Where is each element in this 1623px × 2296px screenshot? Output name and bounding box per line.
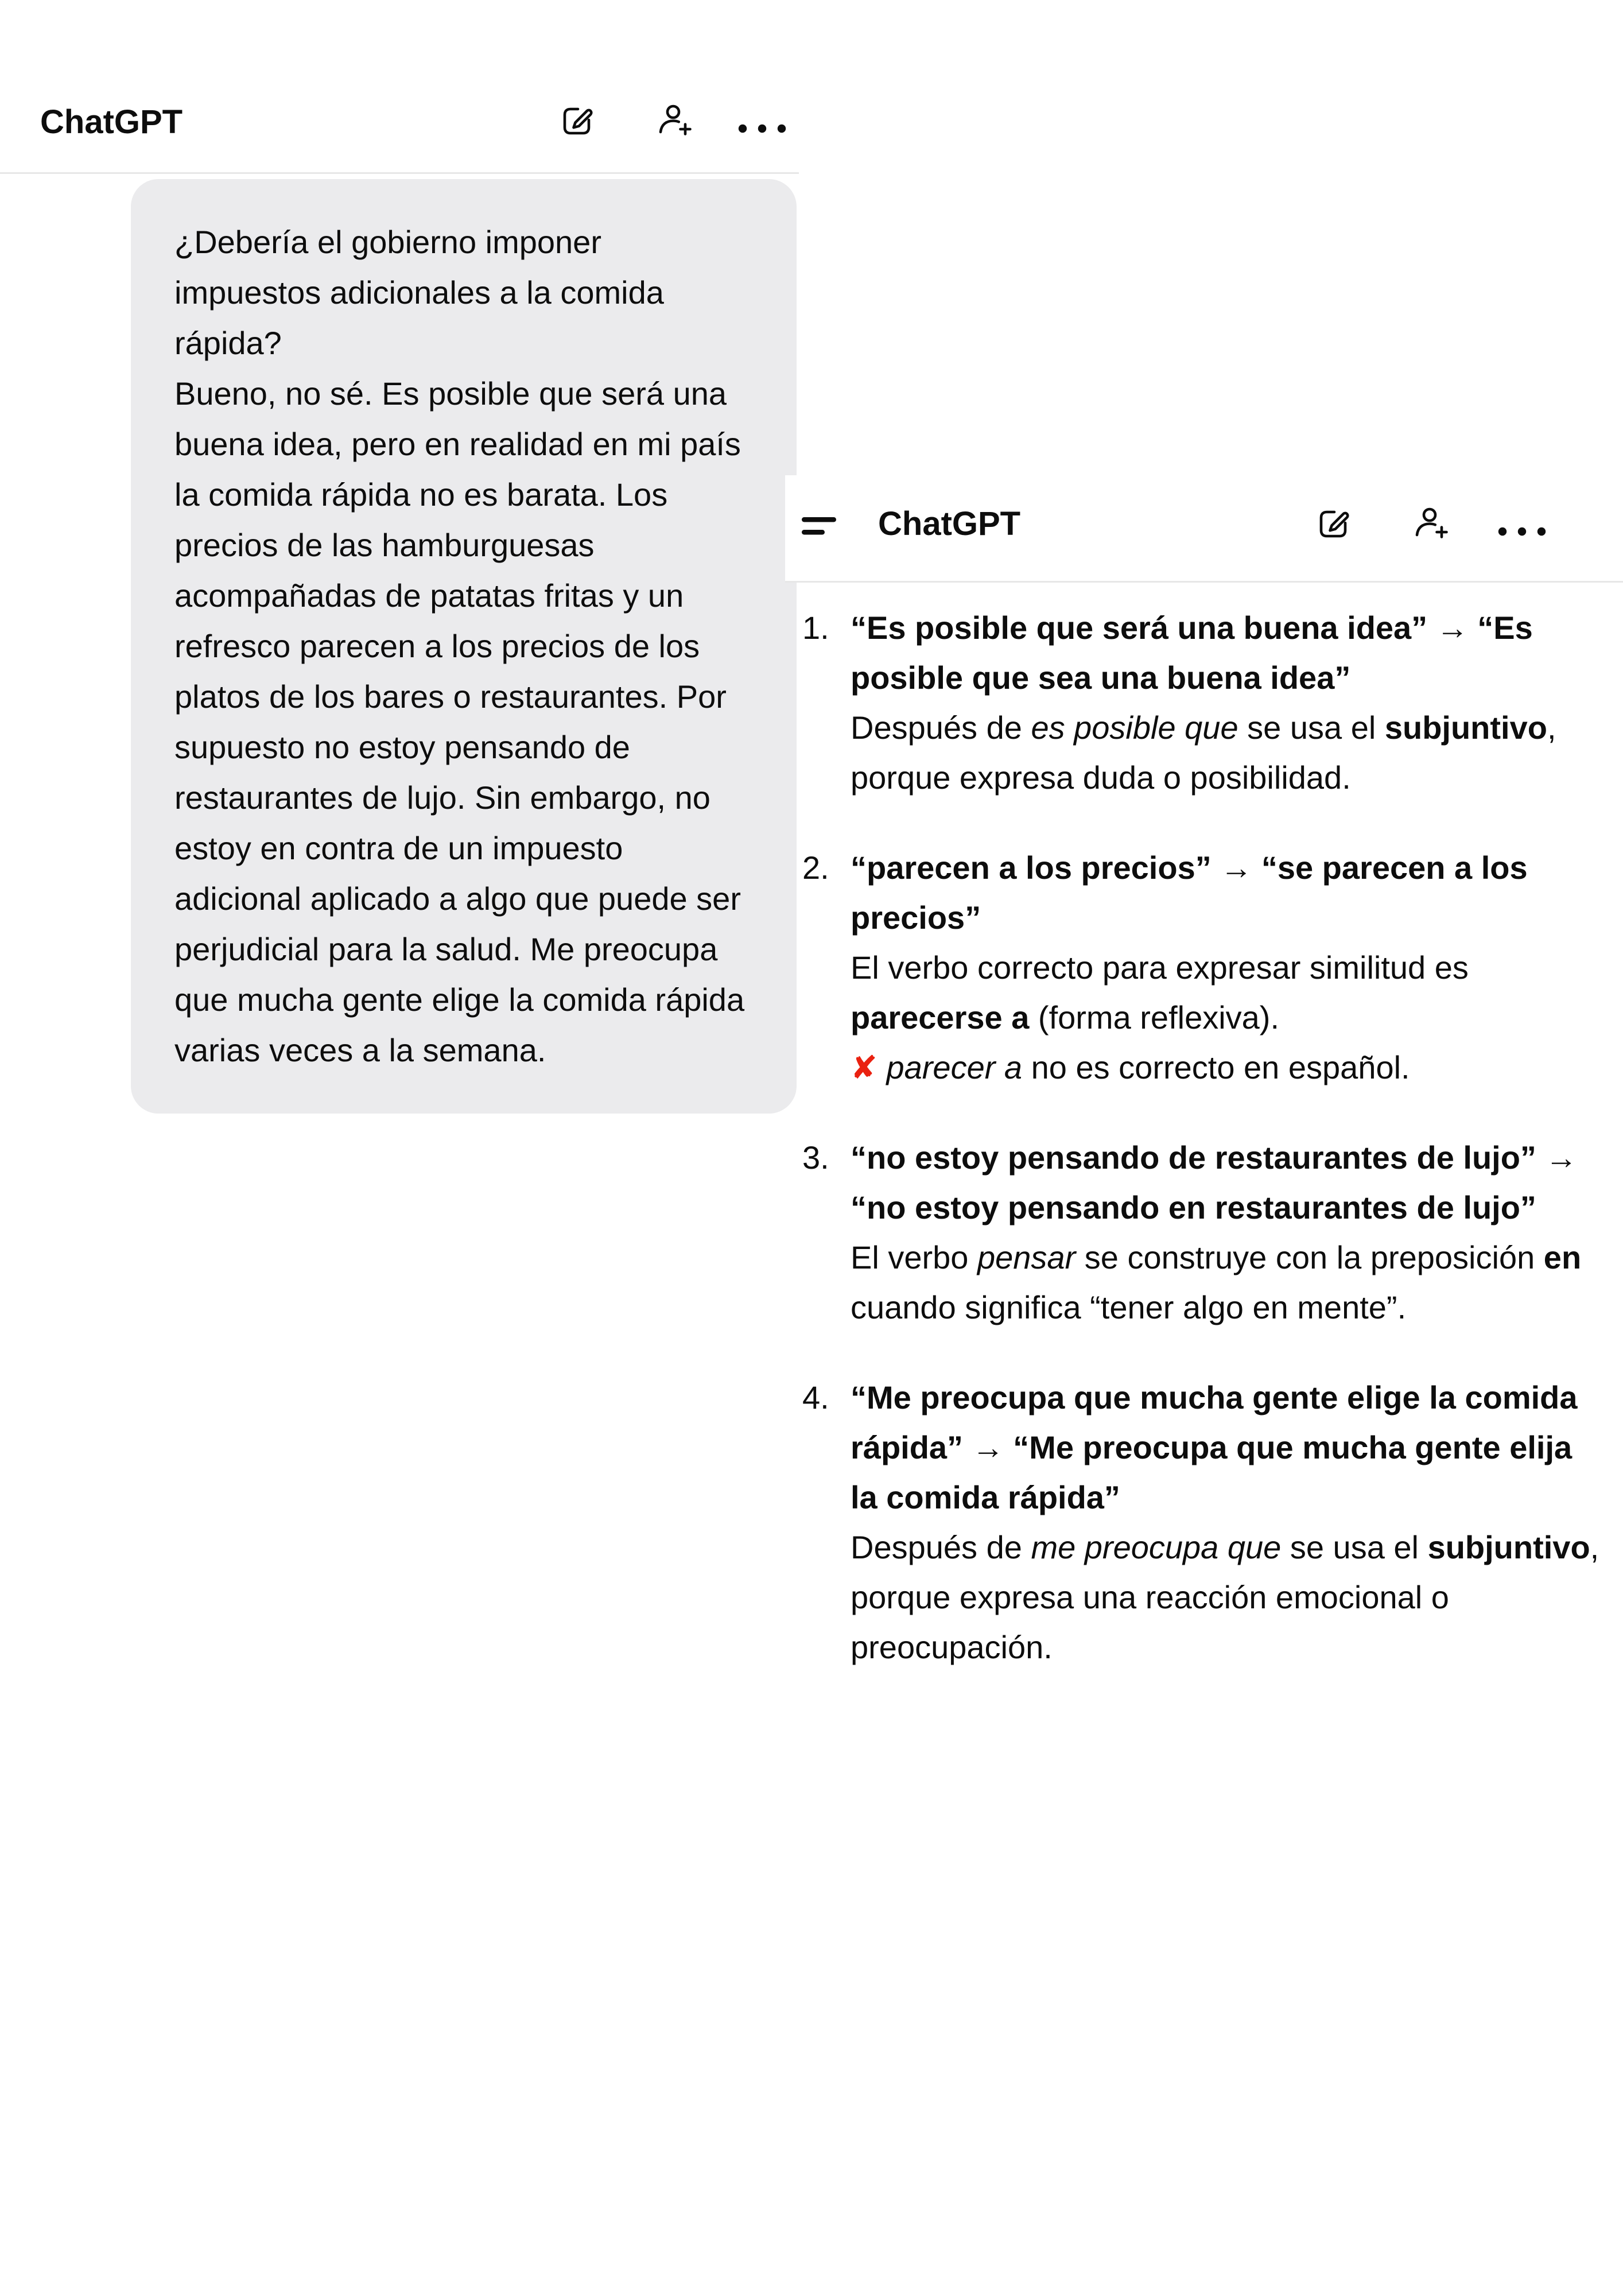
correction-list-item <box>802 603 1605 802</box>
correction-explanation <box>851 703 1605 802</box>
message-paragraph: ¿Debería el gobierno imponer impuestos adicionales a la comida rápida? <box>174 224 664 361</box>
assistant-corrections-list <box>802 603 1605 1712</box>
list-item-text <box>851 603 1605 802</box>
correction-heading: “parecen a los precios” → “se parecen a los precios” <box>851 850 1528 936</box>
compose-icon <box>1314 504 1353 543</box>
correction-explanation <box>851 943 1605 1092</box>
correction-list-item <box>802 843 1605 1092</box>
ellipsis-icon <box>736 122 789 135</box>
list-item-number: 2. <box>802 850 829 886</box>
page-title: ChatGPT <box>878 505 1021 542</box>
correction-list-item <box>802 1133 1605 1332</box>
list-item-number: 4. <box>802 1379 829 1415</box>
list-item-text <box>851 1133 1605 1332</box>
correction-heading: “Me preocupa que mucha gente elige la comida rápida” → “Me preocupa que mucha gente elija la comida rápida” <box>851 1379 1578 1515</box>
new-chat-button[interactable] <box>558 101 597 140</box>
explanation-paragraph: El verbo pensar se construye con la preposición en cuando significa “tener algo en mente”. <box>851 1239 1582 1325</box>
message-paragraph: Bueno, no sé. Es posible que será una buena idea, pero en realidad en mi país la comida rápida no es barata. Los precios de las hamburguesas acompañadas de patatas fritas y un refresco parecen a los precios de los platos de los bares o restaurantes. Por supuesto no estoy pensando de restaurantes de lujo. Sin embargo, no estoy en contra de un impuesto adicional aplicado a algo que puede ser perjudicial para la salud. Me preocupa que mucha gente elige la comida rápida varias veces a la semana. <box>174 375 745 1068</box>
correction-list-item <box>802 1372 1605 1672</box>
list-item-text <box>851 1372 1605 1672</box>
add-person-button[interactable] <box>1410 503 1451 544</box>
list-item-text <box>851 843 1605 1092</box>
red-x-mark-icon: ✘ <box>851 1049 877 1085</box>
correction-heading: “Es posible que será una buena idea” → “Es posible que sea una buena idea” <box>851 610 1533 696</box>
person-add-icon <box>653 100 694 141</box>
correction-explanation <box>851 1232 1605 1332</box>
explanation-paragraph: Después de es posible que se usa el subjuntivo, porque expresa duda o posibilidad. <box>851 709 1556 796</box>
page-title: ChatGPT <box>40 103 183 141</box>
more-options-button[interactable] <box>736 122 789 135</box>
add-person-button[interactable] <box>653 100 694 141</box>
compose-icon <box>558 101 597 140</box>
sidebar-toggle-button[interactable] <box>801 515 838 537</box>
ellipsis-icon <box>1496 525 1548 538</box>
explanation-paragraph: El verbo correcto para expresar similitud es parecerse a (forma reflexiva). <box>851 949 1469 1035</box>
left-chat-header <box>0 0 799 174</box>
list-item-number: 1. <box>802 610 829 646</box>
more-options-button[interactable] <box>1496 525 1548 538</box>
explanation-paragraph: Después de me preocupa que se usa el subjuntivo, porque expresa una reacción emocional o preocupación. <box>851 1529 1599 1665</box>
person-add-icon <box>1410 503 1451 544</box>
new-chat-button[interactable] <box>1314 504 1353 543</box>
right-chat-header <box>785 475 1623 583</box>
correction-heading: “no estoy pensando de restaurantes de lujo” → “no estoy pensando en restaurantes de lujo” <box>851 1139 1578 1225</box>
sidebar-icon <box>801 515 838 537</box>
correction-explanation <box>851 1522 1605 1672</box>
explanation-paragraph: ✘ parecer a no es correcto en español. <box>851 1049 1410 1085</box>
user-message-bubble <box>131 179 797 1114</box>
list-item-number: 3. <box>802 1139 829 1176</box>
